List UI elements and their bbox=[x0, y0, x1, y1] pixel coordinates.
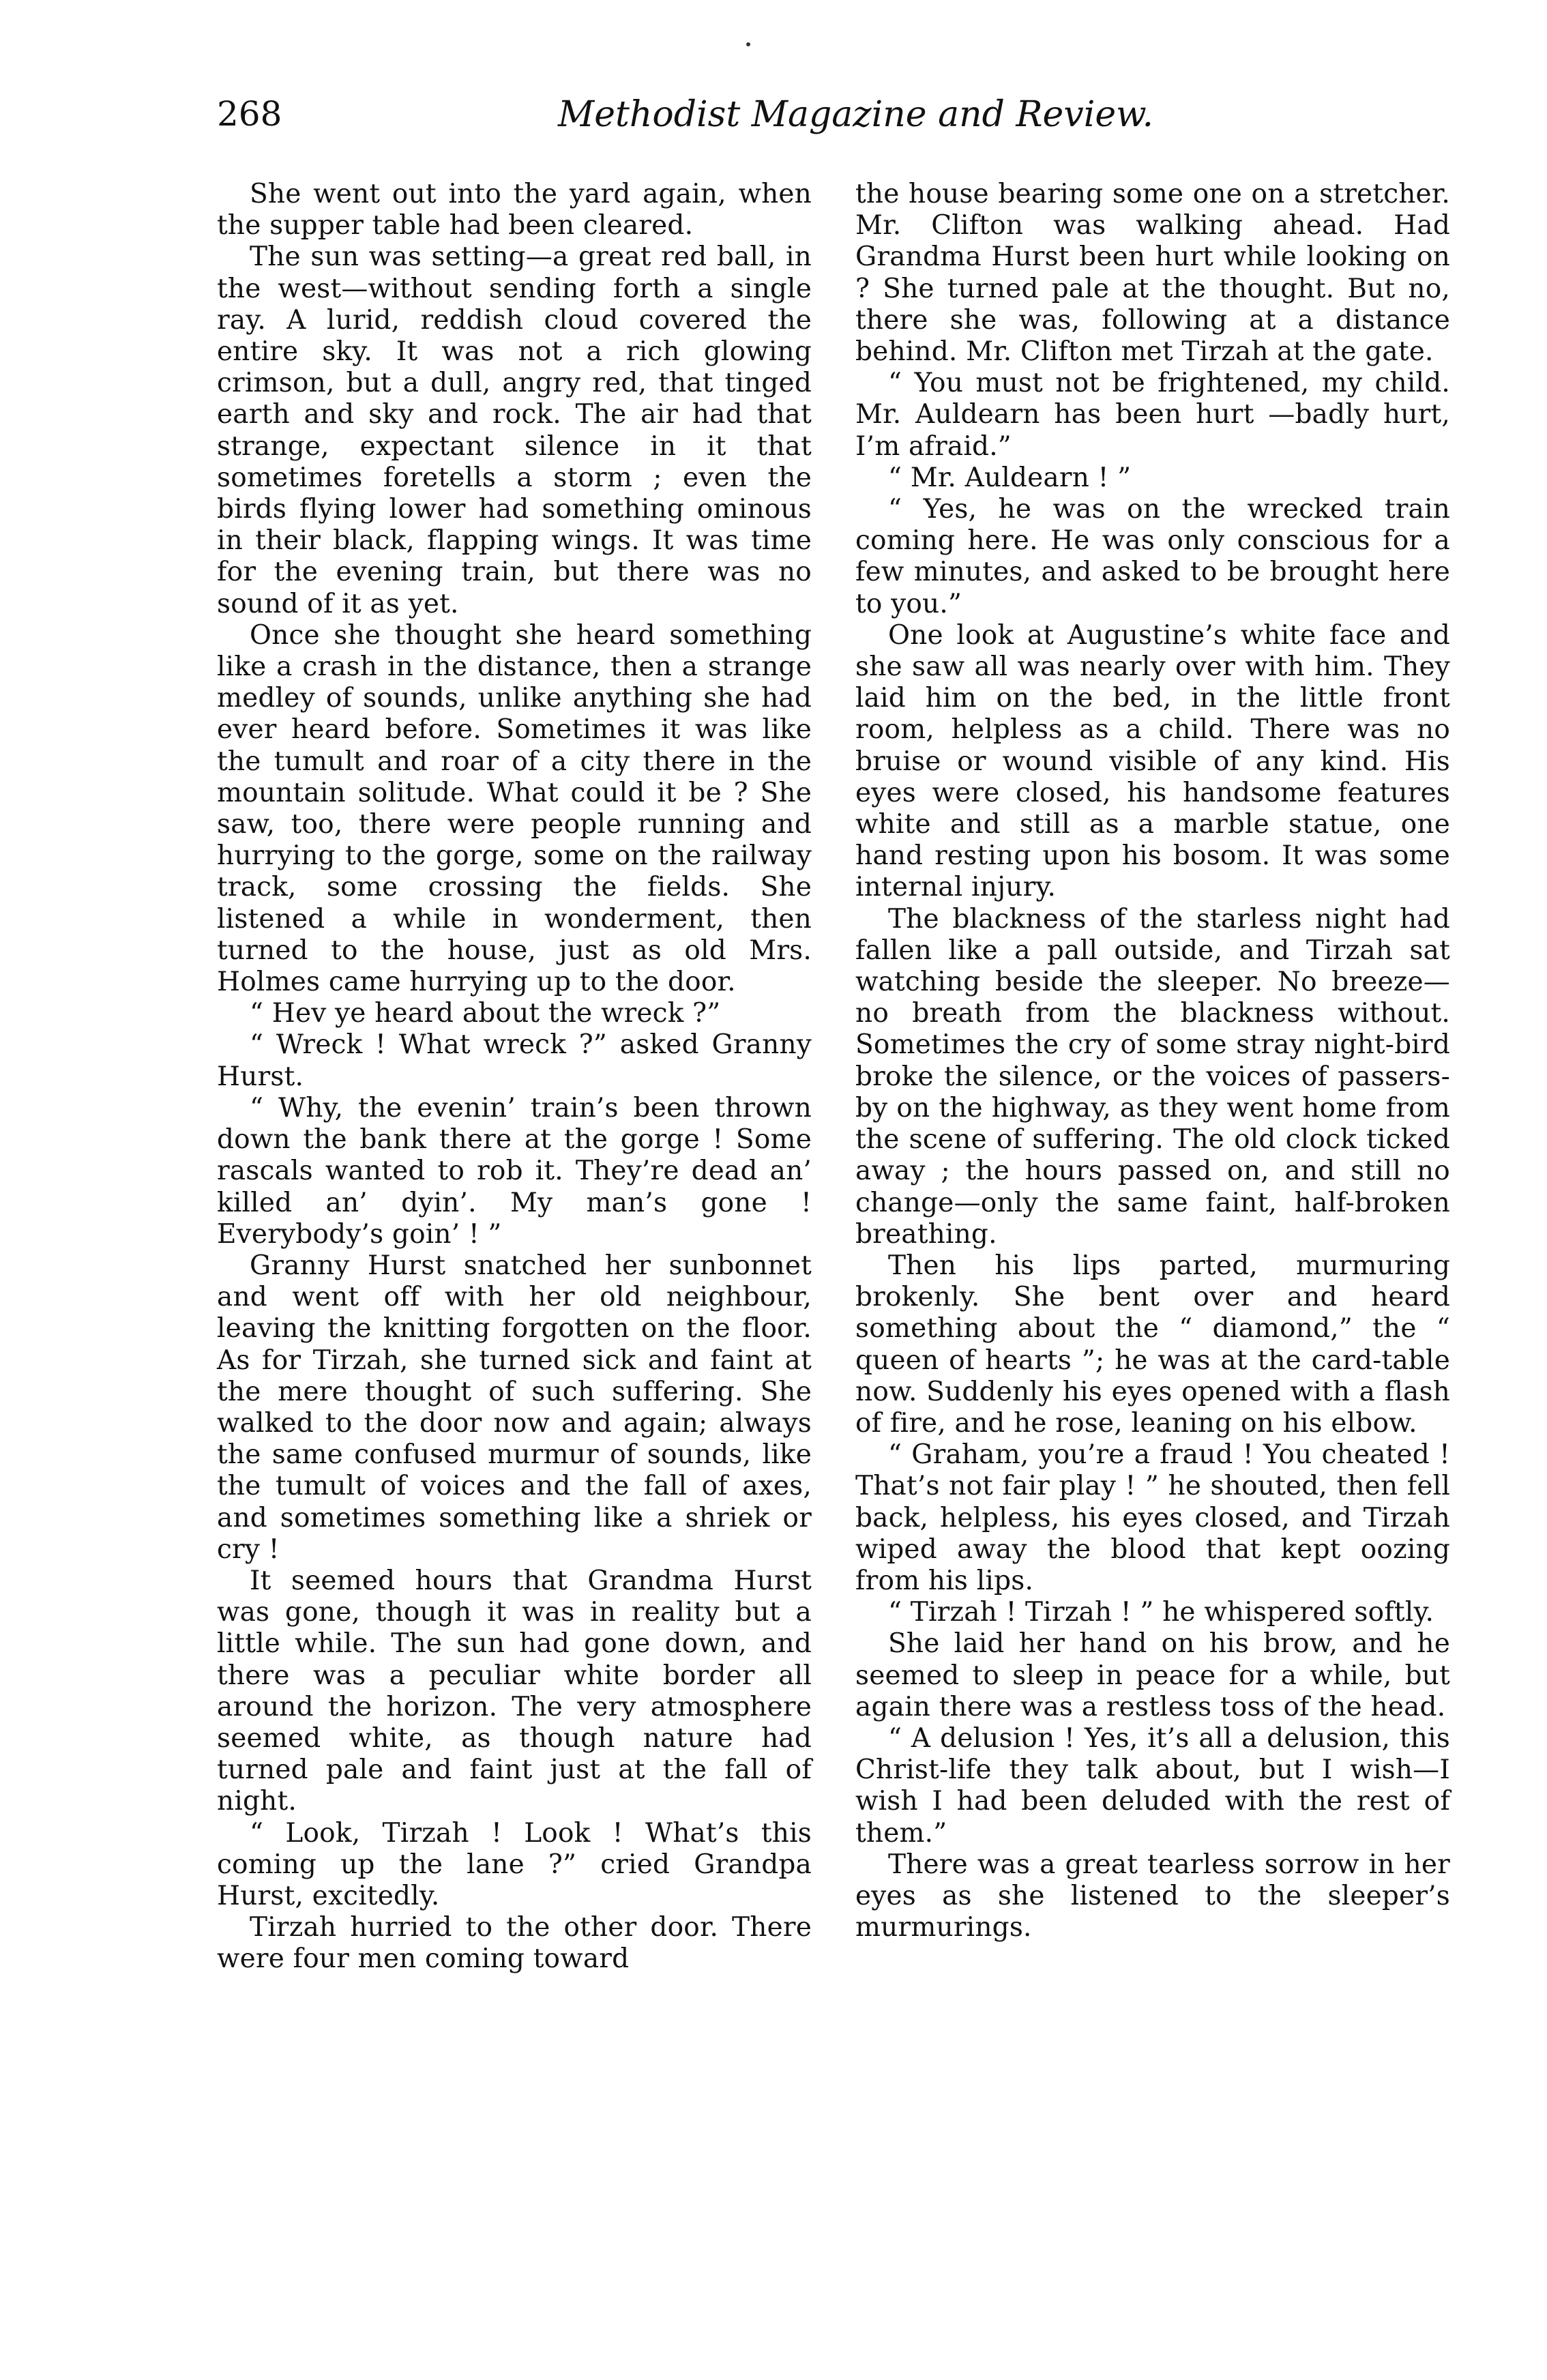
paragraph: “ A delusion ! Yes, it’s all a delusion, this Christ-life they talk about, but I wish—I wish I had been deluded with the rest of them.” bbox=[855, 1722, 1450, 1849]
paragraph: “ Mr. Auldearn ! ” bbox=[888, 462, 1132, 493]
paragraph: “ Look, Tirzah ! Look ! What’s this coming up the lane ?” cried Grandpa Hurst, excitedly. bbox=[217, 1817, 812, 1911]
paragraph: Granny Hurst snatched her sunbonnet and went off with her old neighbour, leaving the knitting forgotten on the floor. As for Tirzah, she turned sick and faint at the mere thought of such suffering. She walked to the door now and again; always the same confused murmur of sounds, like the tumult of voices and the fall of axes, and sometimes something like a shriek or cry ! bbox=[217, 1250, 812, 1565]
page-header bbox=[217, 94, 1445, 156]
paragraph: “ You must not be frightened, my child. Mr. Auldearn has been hurt —badly hurt, I’m afraid.” bbox=[855, 368, 1450, 462]
paragraph: The sun was setting—a great red ball, in the west—without sending forth a single ray. A lurid, reddish cloud covered the entire sky. It was not a rich glowing crimson, but a dull, angry red, that tinged earth and sky and rock. The air had that strange, expectant silence in it that sometimes foretells a storm ; even the birds flying lower had something ominous in their black, flapping wings. It was time for the evening train, but there was no sound of it as yet. bbox=[217, 241, 812, 619]
paragraph: Then his lips parted, murmuring brokenly. She bent over and heard something about the “ diamond,” the “ queen of hearts ”; he was at the card-table now. Suddenly his eyes opened with a flash of fire, and he rose, leaning on his elbow. bbox=[855, 1250, 1450, 1439]
paragraph: One look at Augustine’s white face and she saw all was nearly over with him. They laid him on the bed, in the little front room, helpless as a child. There was no bruise or wound visible of any kind. His eyes were closed, his handsome features white and still as a marble statue, one hand resting upon his bosom. It was some internal injury. bbox=[855, 619, 1450, 903]
paragraph: She laid her hand on his brow, and he seemed to sleep in peace for a while, but again there was a restless toss of the head. bbox=[855, 1628, 1450, 1722]
running-head: Methodist Magazine and Review. bbox=[558, 94, 1153, 135]
paragraph: “ Graham, you’re a fraud ! You cheated ! That’s not fair play ! ” he shouted, then fell back, helpless, his eyes closed, and Tirzah wiped away the blood that kept oozing from his lips. bbox=[855, 1439, 1450, 1596]
left-column bbox=[217, 179, 812, 1975]
paragraph: “ Wreck ! What wreck ?” asked Granny Hurst. bbox=[217, 1029, 812, 1092]
page-number: 268 bbox=[217, 94, 282, 134]
paragraph: “ Yes, he was on the wrecked train coming here. He was only conscious for a few minutes, and asked to be brought here to you.” bbox=[855, 494, 1450, 619]
paragraph: Tirzah hurried to the other door. There were four men coming toward bbox=[217, 1912, 812, 1975]
paragraph: “ Hev ye heard about the wreck ?” bbox=[250, 998, 721, 1029]
paragraph: the house bearing some one on a stretcher. Mr. Clifton was walking ahead. Had Grandma Hurst been hurt while looking on ? She turned pale at the thought. But no, there she was, following at a distance behind. Mr. Clifton met Tirzah at the gate. bbox=[855, 179, 1450, 368]
paragraph: There was a great tearless sorrow in her eyes as she listened to the sleeper’s murmurings. bbox=[855, 1849, 1450, 1943]
paragraph: She went out into the yard again, when the supper table had been cleared. bbox=[217, 179, 812, 241]
paragraph: The blackness of the starless night had fallen like a pall outside, and Tirzah sat watching beside the sleeper. No breeze—no breath from the blackness without. Sometimes the cry of some stray night-bird broke the silence, or the voices of passers-by on the highway, as they went home from the scene of suffering. The old clock ticked away ; the hours passed on, and still no change—only the same faint, half-broken breathing. bbox=[855, 903, 1450, 1250]
paragraph: Once she thought she heard something like a crash in the distance, then a strange medley of sounds, unlike anything she had ever heard before. Sometimes it was like the tumult and roar of a city there in the mountain solitude. What could it be ? She saw, too, there were people running and hurrying to the gorge, some on the railway track, some crossing the fields. She listened a while in wonderment, then turned to the house, just as old Mrs. Holmes came hurrying up to the door. bbox=[217, 619, 812, 998]
paragraph: It seemed hours that Grandma Hurst was gone, though it was in reality but a little while. The sun had gone down, and there was a peculiar white border all around the horizon. The very atmosphere seemed white, as though nature had turned pale and faint just at the fall of night. bbox=[217, 1565, 812, 1817]
paragraph: “ Why, the evenin’ train’s been thrown down the bank there at the gorge ! Some rascals wanted to rob it. They’re dead an’ killed an’ dyin’. My man’s gone ! Everybody’s goin’ ! ” bbox=[217, 1092, 812, 1250]
paragraph: “ Tirzah ! Tirzah ! ” he whispered softly. bbox=[888, 1597, 1434, 1628]
right-column bbox=[855, 179, 1450, 1943]
print-speck bbox=[746, 42, 750, 46]
